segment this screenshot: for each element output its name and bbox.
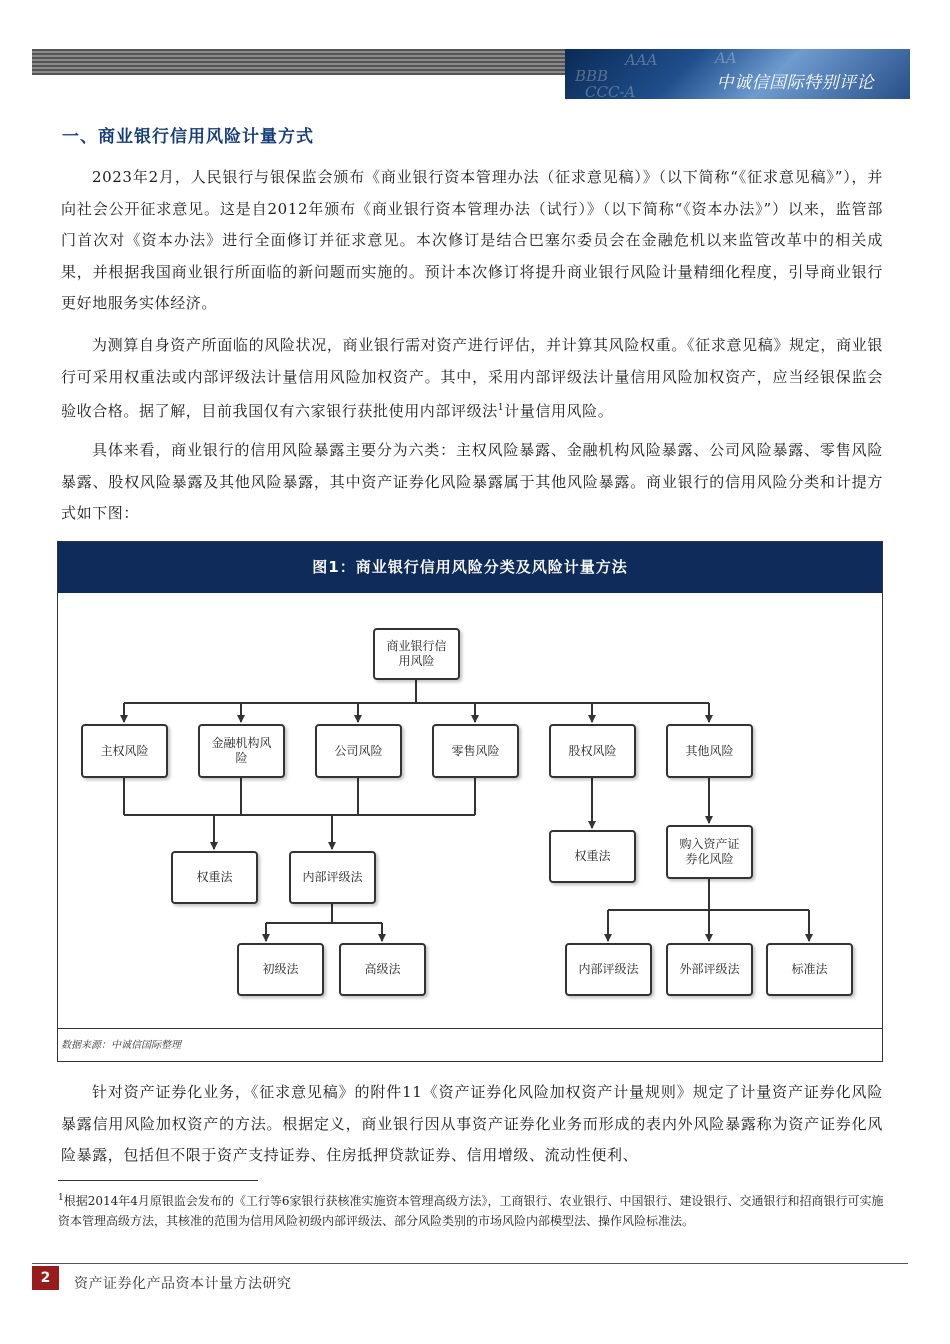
node-advanced: 高级法 bbox=[339, 943, 426, 996]
footnote-number: 1 bbox=[58, 1193, 64, 1203]
figure-title: 图1：商业银行信用风险分类及风险计量方法 bbox=[58, 542, 882, 593]
paragraph-4: 针对资产证券化业务，《征求意见稿》的附件11《资产证券化风险加权资产计量规则》规定了计量资产证券化风险暴露信用风险加权资产的方法。根据定义，商业银行因从事资产证券化业务而形成的表内外风险暴露称为资产证券化风险暴露，包括但不限于资产支持证券、住房抵押贷款证券、信用增级、流动性便利、 bbox=[61, 1083, 883, 1164]
node-irb-method: 内部评级法 bbox=[289, 851, 376, 904]
header-banner bbox=[565, 49, 910, 99]
footnote-rule bbox=[58, 1180, 258, 1181]
paragraph-2-tail: 计量信用风险。 bbox=[504, 402, 614, 420]
node-external-rating: 外部评级法 bbox=[666, 943, 753, 996]
node-weight-method: 权重法 bbox=[171, 851, 258, 904]
footnote bbox=[58, 1188, 886, 1231]
node-other: 其他风险 bbox=[666, 724, 753, 778]
node-equity-weight-method: 权重法 bbox=[549, 830, 636, 883]
footer-doc-title: 资产证券化产品资本计量方法研究 bbox=[74, 1276, 292, 1292]
header-stripes bbox=[32, 49, 567, 75]
paragraph-2-text: 为测算自身资产所面临的风险状况，商业银行需对资产进行评估，并计算其风险权重。《征求意见稿》规定，商业银行可采用权重法或内部评级法计量信用风险加权资产。其中，采用内部评级法计量信用风险加权资产，应当经银保监会验收合格。据了解，目前我国仅有六家银行获批使用内部评级法 bbox=[61, 336, 883, 420]
banner-decoration: BBB bbox=[575, 67, 609, 85]
section-heading: 一、商业银行信用风险计量方式 bbox=[62, 127, 314, 147]
banner-decoration: AAA bbox=[625, 51, 658, 69]
banner-decoration: AA bbox=[715, 49, 737, 67]
node-foundation: 初级法 bbox=[237, 943, 324, 996]
paragraph-2 bbox=[61, 330, 883, 428]
page-number: 2 bbox=[32, 1266, 59, 1290]
figure-frame bbox=[57, 541, 883, 1062]
node-standard: 标准法 bbox=[766, 943, 853, 996]
flowchart-connectors bbox=[58, 593, 882, 1027]
node-corporate: 公司风险 bbox=[315, 724, 402, 778]
footnote-marker: 1 bbox=[497, 403, 505, 413]
node-securitization: 购入资产证券化风险 bbox=[666, 825, 753, 879]
footer-rule bbox=[32, 1263, 908, 1264]
node-financial: 金融机构风险 bbox=[198, 724, 285, 778]
header-bar bbox=[32, 49, 910, 99]
paragraph-3: 具体来看，商业银行的信用风险暴露主要分为六类：主权风险暴露、金融机构风险暴露、公司风险暴露、零售风险暴露、股权风险暴露及其他风险暴露，其中资产证券化风险暴露属于其他风险暴露。商业银行的信用风险分类和计提方式如下图： bbox=[61, 441, 883, 522]
node-internal-rating: 内部评级法 bbox=[565, 943, 652, 996]
brand-title: 中诚信国际特别评论 bbox=[716, 73, 874, 93]
figure-source: 数据来源：中诚信国际整理 bbox=[58, 1028, 882, 1061]
node-retail: 零售风险 bbox=[432, 724, 519, 778]
footnote-text: 根据2014年4月原银监会发布的《工行等6家银行获核准实施资本管理高级方法》，工商银行、农业银行、中国银行、建设银行、交通银行和招商银行可实施资本管理高级方法，其核准的范围为信用风险初级内部评级法、部分风险类别的市场风险内部模型法、操作风险标准法。 bbox=[58, 1194, 884, 1228]
node-sovereign: 主权风险 bbox=[81, 724, 168, 778]
flowchart bbox=[58, 593, 882, 1027]
node-root: 商业银行信用风险 bbox=[373, 628, 460, 680]
banner-decoration: CCC-A bbox=[585, 83, 636, 99]
node-equity: 股权风险 bbox=[549, 724, 636, 778]
paragraph-1: 2023年2月，人民银行与银保监会颁布《商业银行资本管理办法（征求意见稿）》（以下简称“《征求意见稿》”），并向社会公开征求意见。这是自2012年颁布《商业银行资本管理办法（试行）》（以下简称“《资本办法》”）以来，监管部门首次对《资本办法》进行全面修订并征求意见。本次修订是结合巴塞尔委员会在金融危机以来监管改革中的相关成果，并根据我国商业银行所面临的新问题而实施的。预计本次修订将提升商业银行风险计量精细化程度，引导商业银行更好地服务实体经济。 bbox=[61, 168, 883, 312]
